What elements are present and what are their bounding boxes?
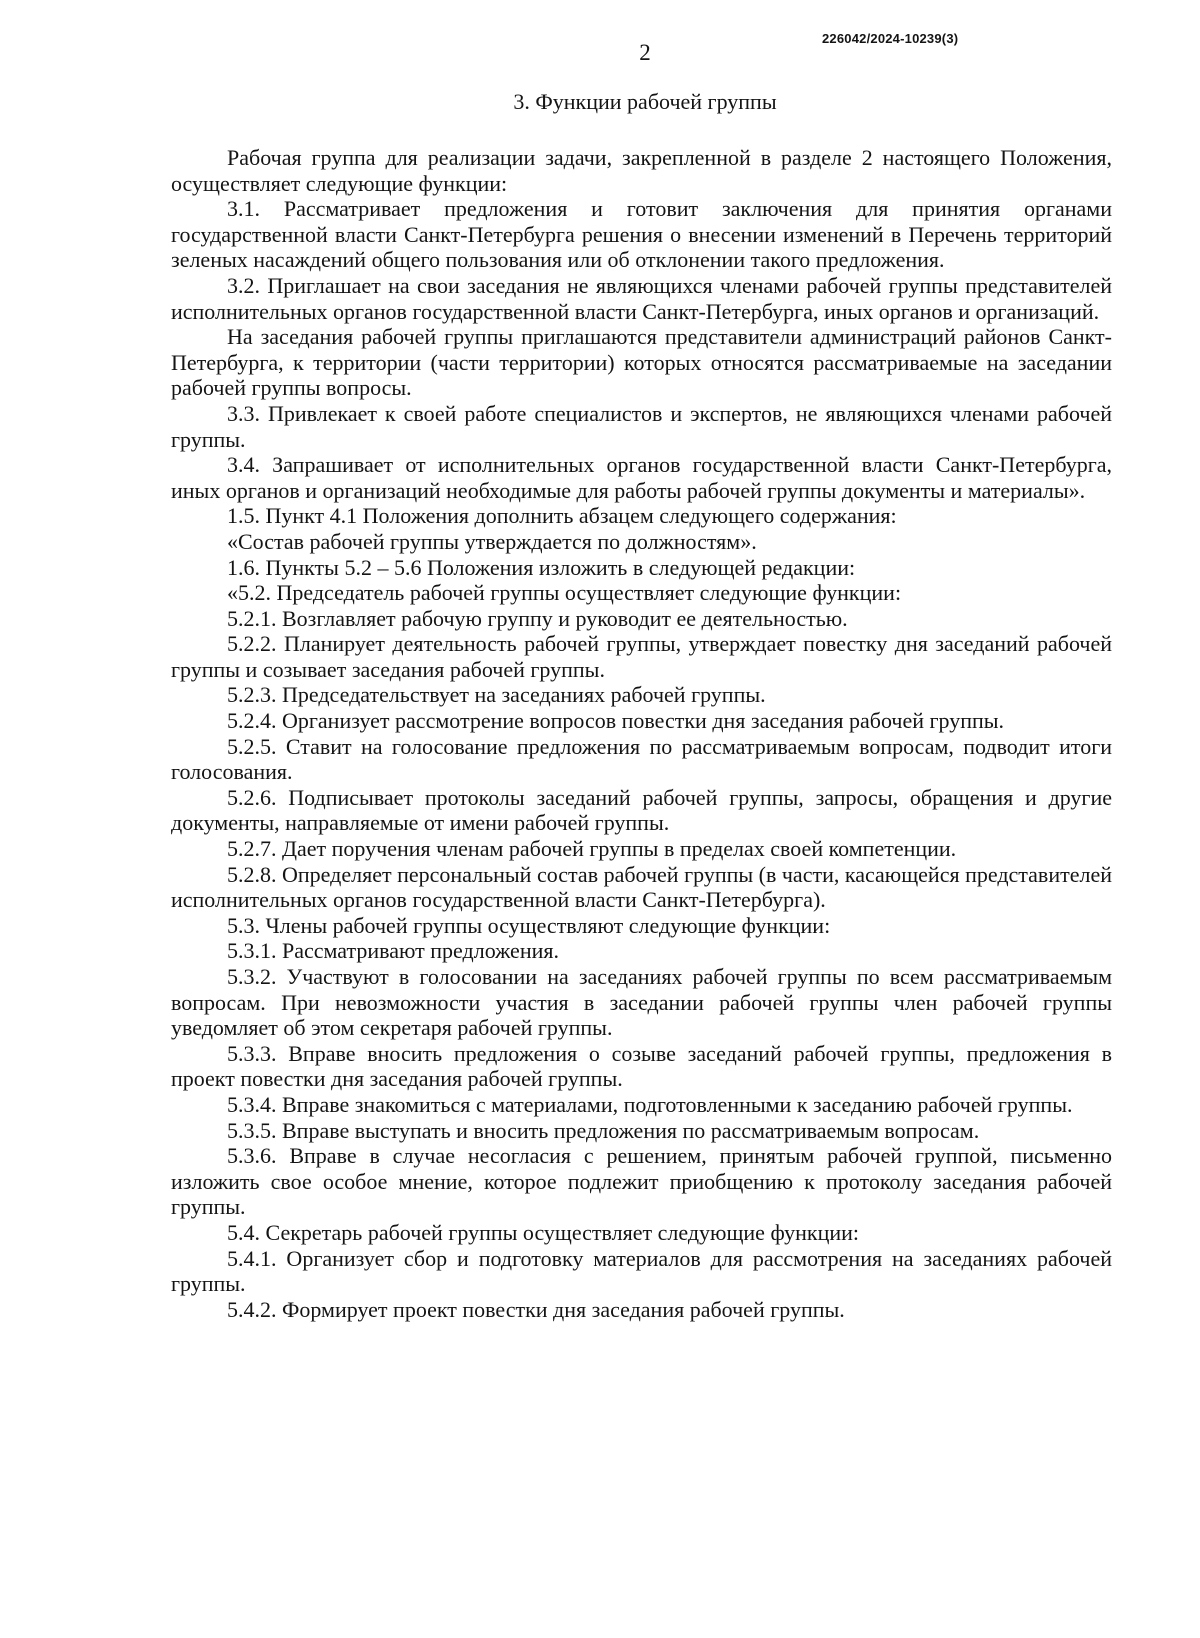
paragraph: На заседания рабочей группы приглашаются представители администраций районов Санкт-Петербурга, к территории (части территории) которых относятся рассматриваемые на заседании рабочей группы вопросы. bbox=[171, 324, 1112, 401]
paragraph: 5.2.2. Планирует деятельность рабочей группы, утверждает повестку дня заседаний рабочей группы и созывает заседания рабочей группы. bbox=[171, 631, 1112, 682]
paragraph: 5.2.8. Определяет персональный состав рабочей группы (в части, касающейся представителей исполнительных органов государственной власти Санкт-Петербурга). bbox=[171, 861, 1112, 913]
page-number: 2 bbox=[639, 40, 651, 65]
paragraph: 5.3.1. Рассматривают предложения. bbox=[227, 938, 559, 964]
paragraph: 5.4.1. Организует сбор и подготовку материалов для рассмотрения на заседаниях рабочей группы. bbox=[171, 1245, 1112, 1297]
paragraph: 5.3. Члены рабочей группы осуществляют следующие функции: bbox=[227, 912, 831, 938]
paragraph: 5.4. Секретарь рабочей группы осуществляет следующие функции: bbox=[227, 1219, 860, 1245]
paragraph: 5.2.3. Председательствует на заседаниях рабочей группы. bbox=[227, 682, 766, 708]
paragraph: «Состав рабочей группы утверждается по должностям». bbox=[227, 528, 757, 554]
paragraph: 5.3.5. Вправе выступать и вносить предложения по рассматриваемым вопросам. bbox=[227, 1117, 980, 1143]
paragraph: 1.5. Пункт 4.1 Положения дополнить абзацем следующего содержания: bbox=[227, 503, 897, 529]
paragraph: 1.6. Пункты 5.2 – 5.6 Положения изложить в следующей редакции: bbox=[227, 554, 856, 580]
paragraph: 3.3. Привлекает к своей работе специалистов и экспертов, не являющихся членами рабочей группы. bbox=[171, 400, 1112, 452]
document-body bbox=[171, 145, 1112, 1322]
section-title: 3. Функции рабочей группы bbox=[513, 89, 777, 114]
paragraph: 5.2.6. Подписывает протоколы заседаний рабочей группы, запросы, обращения и другие документы, направляемые от имени рабочей группы. bbox=[171, 784, 1112, 836]
paragraph: 5.2.5. Ставит на голосование предложения по рассматриваемым вопросам, подводит итоги голосования. bbox=[171, 733, 1112, 785]
paragraph: 3.2. Приглашает на свои заседания не являющихся членами рабочей группы представителей исполнительных органов государственной власти Санкт-Петербурга, иных органов и организаций. bbox=[171, 272, 1112, 324]
paragraph: 5.2.4. Организует рассмотрение вопросов повестки дня заседания рабочей группы. bbox=[227, 708, 1005, 734]
paragraph: «5.2. Председатель рабочей группы осуществляет следующие функции: bbox=[227, 580, 902, 606]
registration-number: 226042/2024-10239(3) bbox=[822, 31, 959, 46]
paragraph: 5.3.3. Вправе вносить предложения о созыве заседаний рабочей группы, предложения в проект повестки дня заседания рабочей группы. bbox=[171, 1040, 1112, 1092]
paragraph: 5.3.6. Вправе в случае несогласия с решением, принятым рабочей группой, письменно изложить свое особое мнение, которое подлежит приобщению к протоколу заседания рабочей группы. bbox=[171, 1143, 1112, 1220]
paragraph: 3.4. Запрашивает от исполнительных органов государственной власти Санкт-Петербурга, иных органов и организаций необходимые для работы рабочей группы документы и материалы». bbox=[171, 452, 1112, 503]
paragraph: 5.4.2. Формирует проект повестки дня заседания рабочей группы. bbox=[227, 1296, 845, 1322]
paragraph: 5.3.4. Вправе знакомиться с материалами, подготовленными к заседанию рабочей группы. bbox=[227, 1091, 1073, 1117]
paragraph: 5.2.7. Дает поручения членам рабочей группы в пределах своей компетенции. bbox=[227, 836, 957, 862]
paragraph: 3.1. Рассматривает предложения и готовит заключения для принятия органами государственной власти Санкт-Петербурга решения о внесении изменений в Перечень территорий зеленых насаждений общего пользования или об отклонении такого предложения. bbox=[171, 196, 1112, 273]
paragraph: 5.3.2. Участвуют в голосовании на заседаниях рабочей группы по всем рассматриваемым вопросам. При невозможности участия в заседании рабочей группы член рабочей группы уведомляет об этом секретаря рабочей группы. bbox=[171, 964, 1112, 1041]
paragraph: 5.2.1. Возглавляет рабочую группу и руководит ее деятельностью. bbox=[227, 605, 848, 631]
paragraph: Рабочая группа для реализации задачи, закрепленной в разделе 2 настоящего Положения, осуществляет следующие функции: bbox=[171, 145, 1112, 196]
